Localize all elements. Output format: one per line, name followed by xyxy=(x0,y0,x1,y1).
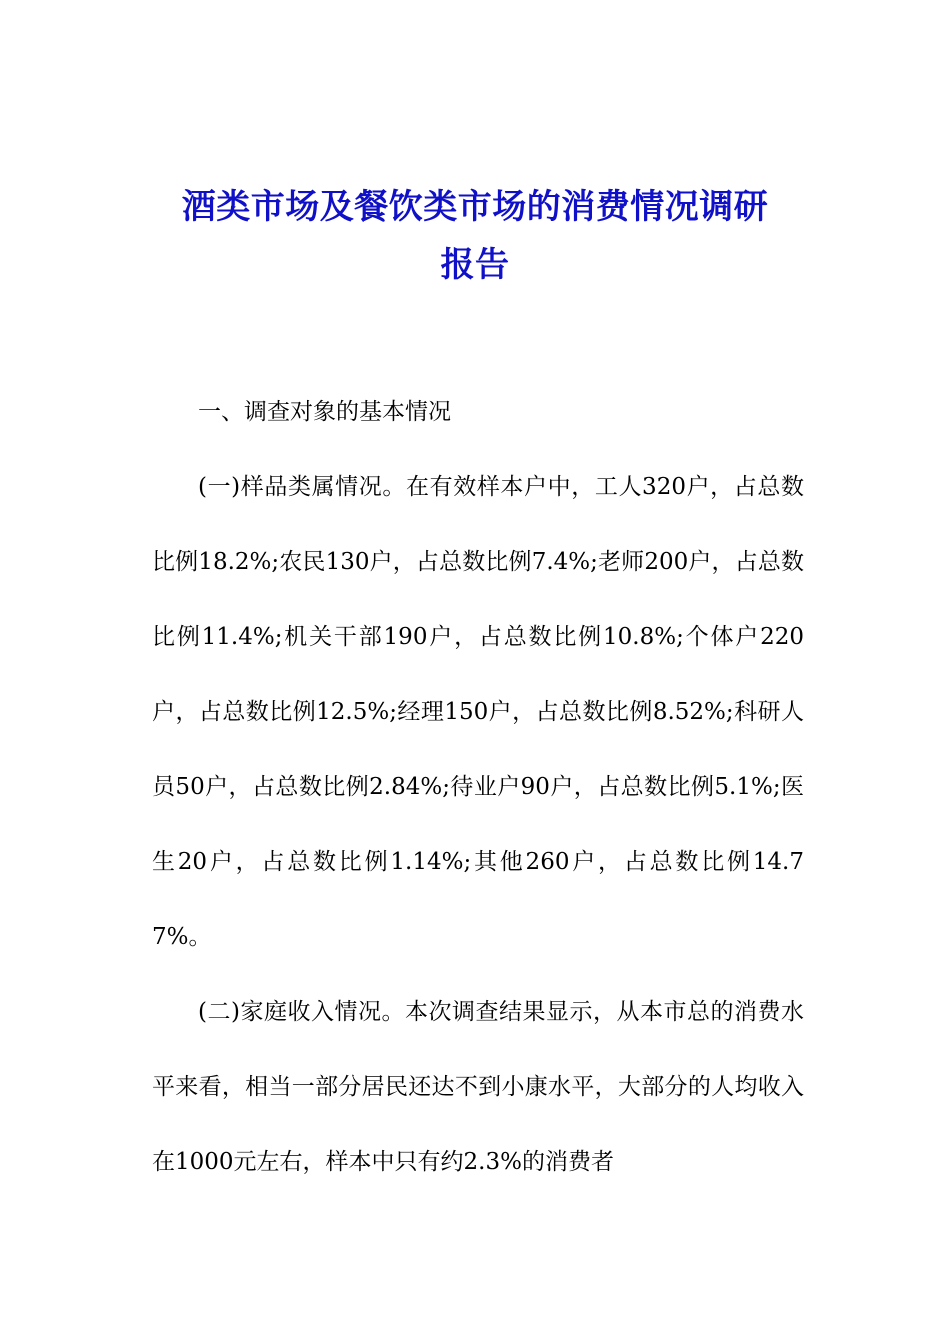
title-line-2: 报告 xyxy=(440,245,510,285)
paragraph-sample-categories: (一)样品类属情况。在有效样本户中，工人320户，占总数比例18.2%;农民130户，占总数比例7.4%;老师200户，占总数比例11.4%;机关干部190户，占总数比例10.8%;个体户220户，占总数比例12.5%;经理150户，占总数比例8.52%;科研人员50户，占总数比例2.84%;待业户90户，占总数比例5.1%;医生20户，占总数比例1.14%;其他260户，占总数比例14.77%。 xyxy=(152,474,804,950)
document-body xyxy=(152,375,804,1200)
title-line-1: 酒类市场及餐饮类市场的消费情况调研 xyxy=(181,187,769,227)
section-heading: 一、调查对象的基本情况 xyxy=(198,399,451,425)
paragraph-household-income: (二)家庭收入情况。本次调查结果显示，从本市总的消费水平来看，相当一部分居民还达不到小康水平，大部分的人均收入在1000元左右，样本中只有约2.3%的消费者 xyxy=(152,999,804,1175)
document-title xyxy=(140,178,810,294)
